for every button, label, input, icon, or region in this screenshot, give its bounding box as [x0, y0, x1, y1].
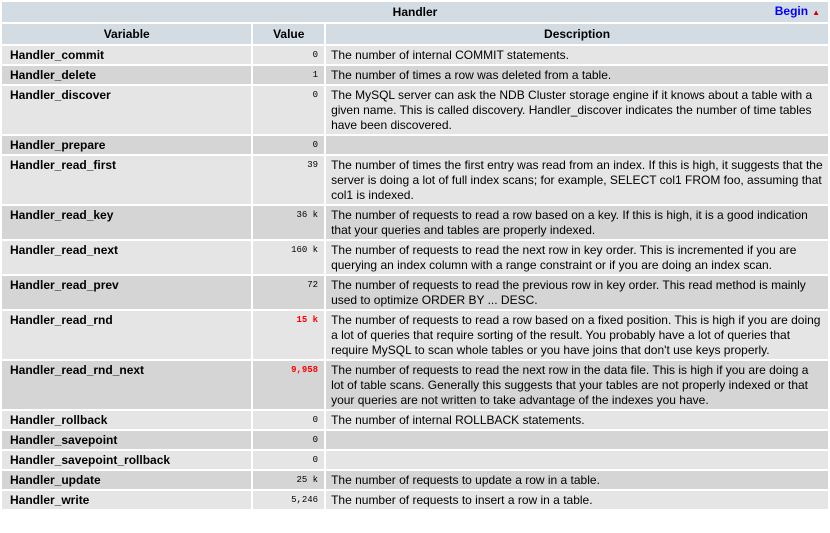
variable-value: 0 [253, 136, 324, 154]
variable-value: 5,246 [253, 491, 324, 509]
variable-description: The number of times a row was deleted from a table. [326, 66, 828, 84]
variable-description: The number of requests to read the previous row in key order. This read method is mainly used to optimize ORDER BY ... DESC. [326, 276, 828, 309]
table-row [2, 86, 828, 134]
variable-name: Handler_read_prev [2, 276, 251, 309]
variable-name: Handler_rollback [2, 411, 251, 429]
variable-name: Handler_commit [2, 46, 251, 64]
column-header-variable[interactable]: Variable [2, 24, 251, 44]
table-row [2, 451, 828, 469]
variable-name: Handler_read_rnd [2, 311, 251, 359]
table-row [2, 46, 828, 64]
variable-value: 0 [253, 431, 324, 449]
variable-description: The number of internal ROLLBACK statements. [326, 411, 828, 429]
variable-value: 36 k [253, 206, 324, 239]
variable-value: 25 k [253, 471, 324, 489]
section-header [2, 2, 828, 22]
table-row [2, 491, 828, 509]
variable-description: The number of requests to insert a row in a table. [326, 491, 828, 509]
variable-description: The number of requests to update a row in a table. [326, 471, 828, 489]
variable-description: The number of requests to read the next row in the data file. This is high if you are doing a lot of table scans. Generally this suggests that your tables are not properly indexed or that your queries are not written to take advantage of the indexes you have. [326, 361, 828, 409]
variable-name: Handler_discover [2, 86, 251, 134]
variable-name: Handler_read_first [2, 156, 251, 204]
variable-description: The number of internal COMMIT statements. [326, 46, 828, 64]
variable-name: Handler_savepoint_rollback [2, 451, 251, 469]
variable-description: The number of requests to read a row based on a key. If this is high, it is a good indication that your queries and tables are properly indexed. [326, 206, 828, 239]
variable-description: The number of requests to read the next row in key order. This is incremented if you are querying an index column with a range constraint or if you are doing an index scan. [326, 241, 828, 274]
section-title: Handler [392, 5, 438, 19]
table-row [2, 431, 828, 449]
variable-value: 0 [253, 86, 324, 134]
variable-value: 160 k [253, 241, 324, 274]
table-row [2, 136, 828, 154]
table-row [2, 241, 828, 274]
variable-name: Handler_update [2, 471, 251, 489]
variable-name: Handler_savepoint [2, 431, 251, 449]
arrow-up-icon: ▲ [812, 8, 820, 17]
handler-status-panel [2, 0, 828, 511]
table-row [2, 311, 828, 359]
table-row [2, 156, 828, 204]
variable-value: 15 k [253, 311, 324, 359]
variable-name: Handler_write [2, 491, 251, 509]
begin-link[interactable] [775, 4, 820, 18]
variable-value: 0 [253, 411, 324, 429]
variable-name: Handler_read_rnd_next [2, 361, 251, 409]
begin-label: Begin [774, 4, 809, 18]
variable-description [326, 136, 828, 154]
variable-description: The number of times the first entry was read from an index. If this is high, it suggests that the server is doing a lot of full index scans; for example, SELECT col1 FROM foo, assuming that col1 is indexed. [326, 156, 828, 204]
variable-description: The MySQL server can ask the NDB Cluster storage engine if it knows about a table with a given name. This is called discovery. Handler_discover indicates the number of time tables have been discovered. [326, 86, 828, 134]
table-row [2, 276, 828, 309]
table-row [2, 411, 828, 429]
variable-name: Handler_prepare [2, 136, 251, 154]
variable-name: Handler_read_next [2, 241, 251, 274]
table-row [2, 66, 828, 84]
variable-value: 9,958 [253, 361, 324, 409]
table-body [2, 46, 828, 509]
variable-description [326, 451, 828, 469]
variable-name: Handler_read_key [2, 206, 251, 239]
variable-value: 0 [253, 451, 324, 469]
table-row [2, 206, 828, 239]
column-header-value[interactable]: Value [253, 24, 324, 44]
variable-value: 0 [253, 46, 324, 64]
variable-description [326, 431, 828, 449]
table-row [2, 471, 828, 489]
variable-value: 39 [253, 156, 324, 204]
column-header-description[interactable]: Description [326, 24, 828, 44]
variable-description: The number of requests to read a row based on a fixed position. This is high if you are doing a lot of queries that require sorting of the result. You probably have a lot of queries that require MySQL to scan whole tables or you have joins that don't use keys properly. [326, 311, 828, 359]
table-row [2, 361, 828, 409]
variable-value: 1 [253, 66, 324, 84]
variable-value: 72 [253, 276, 324, 309]
variable-name: Handler_delete [2, 66, 251, 84]
